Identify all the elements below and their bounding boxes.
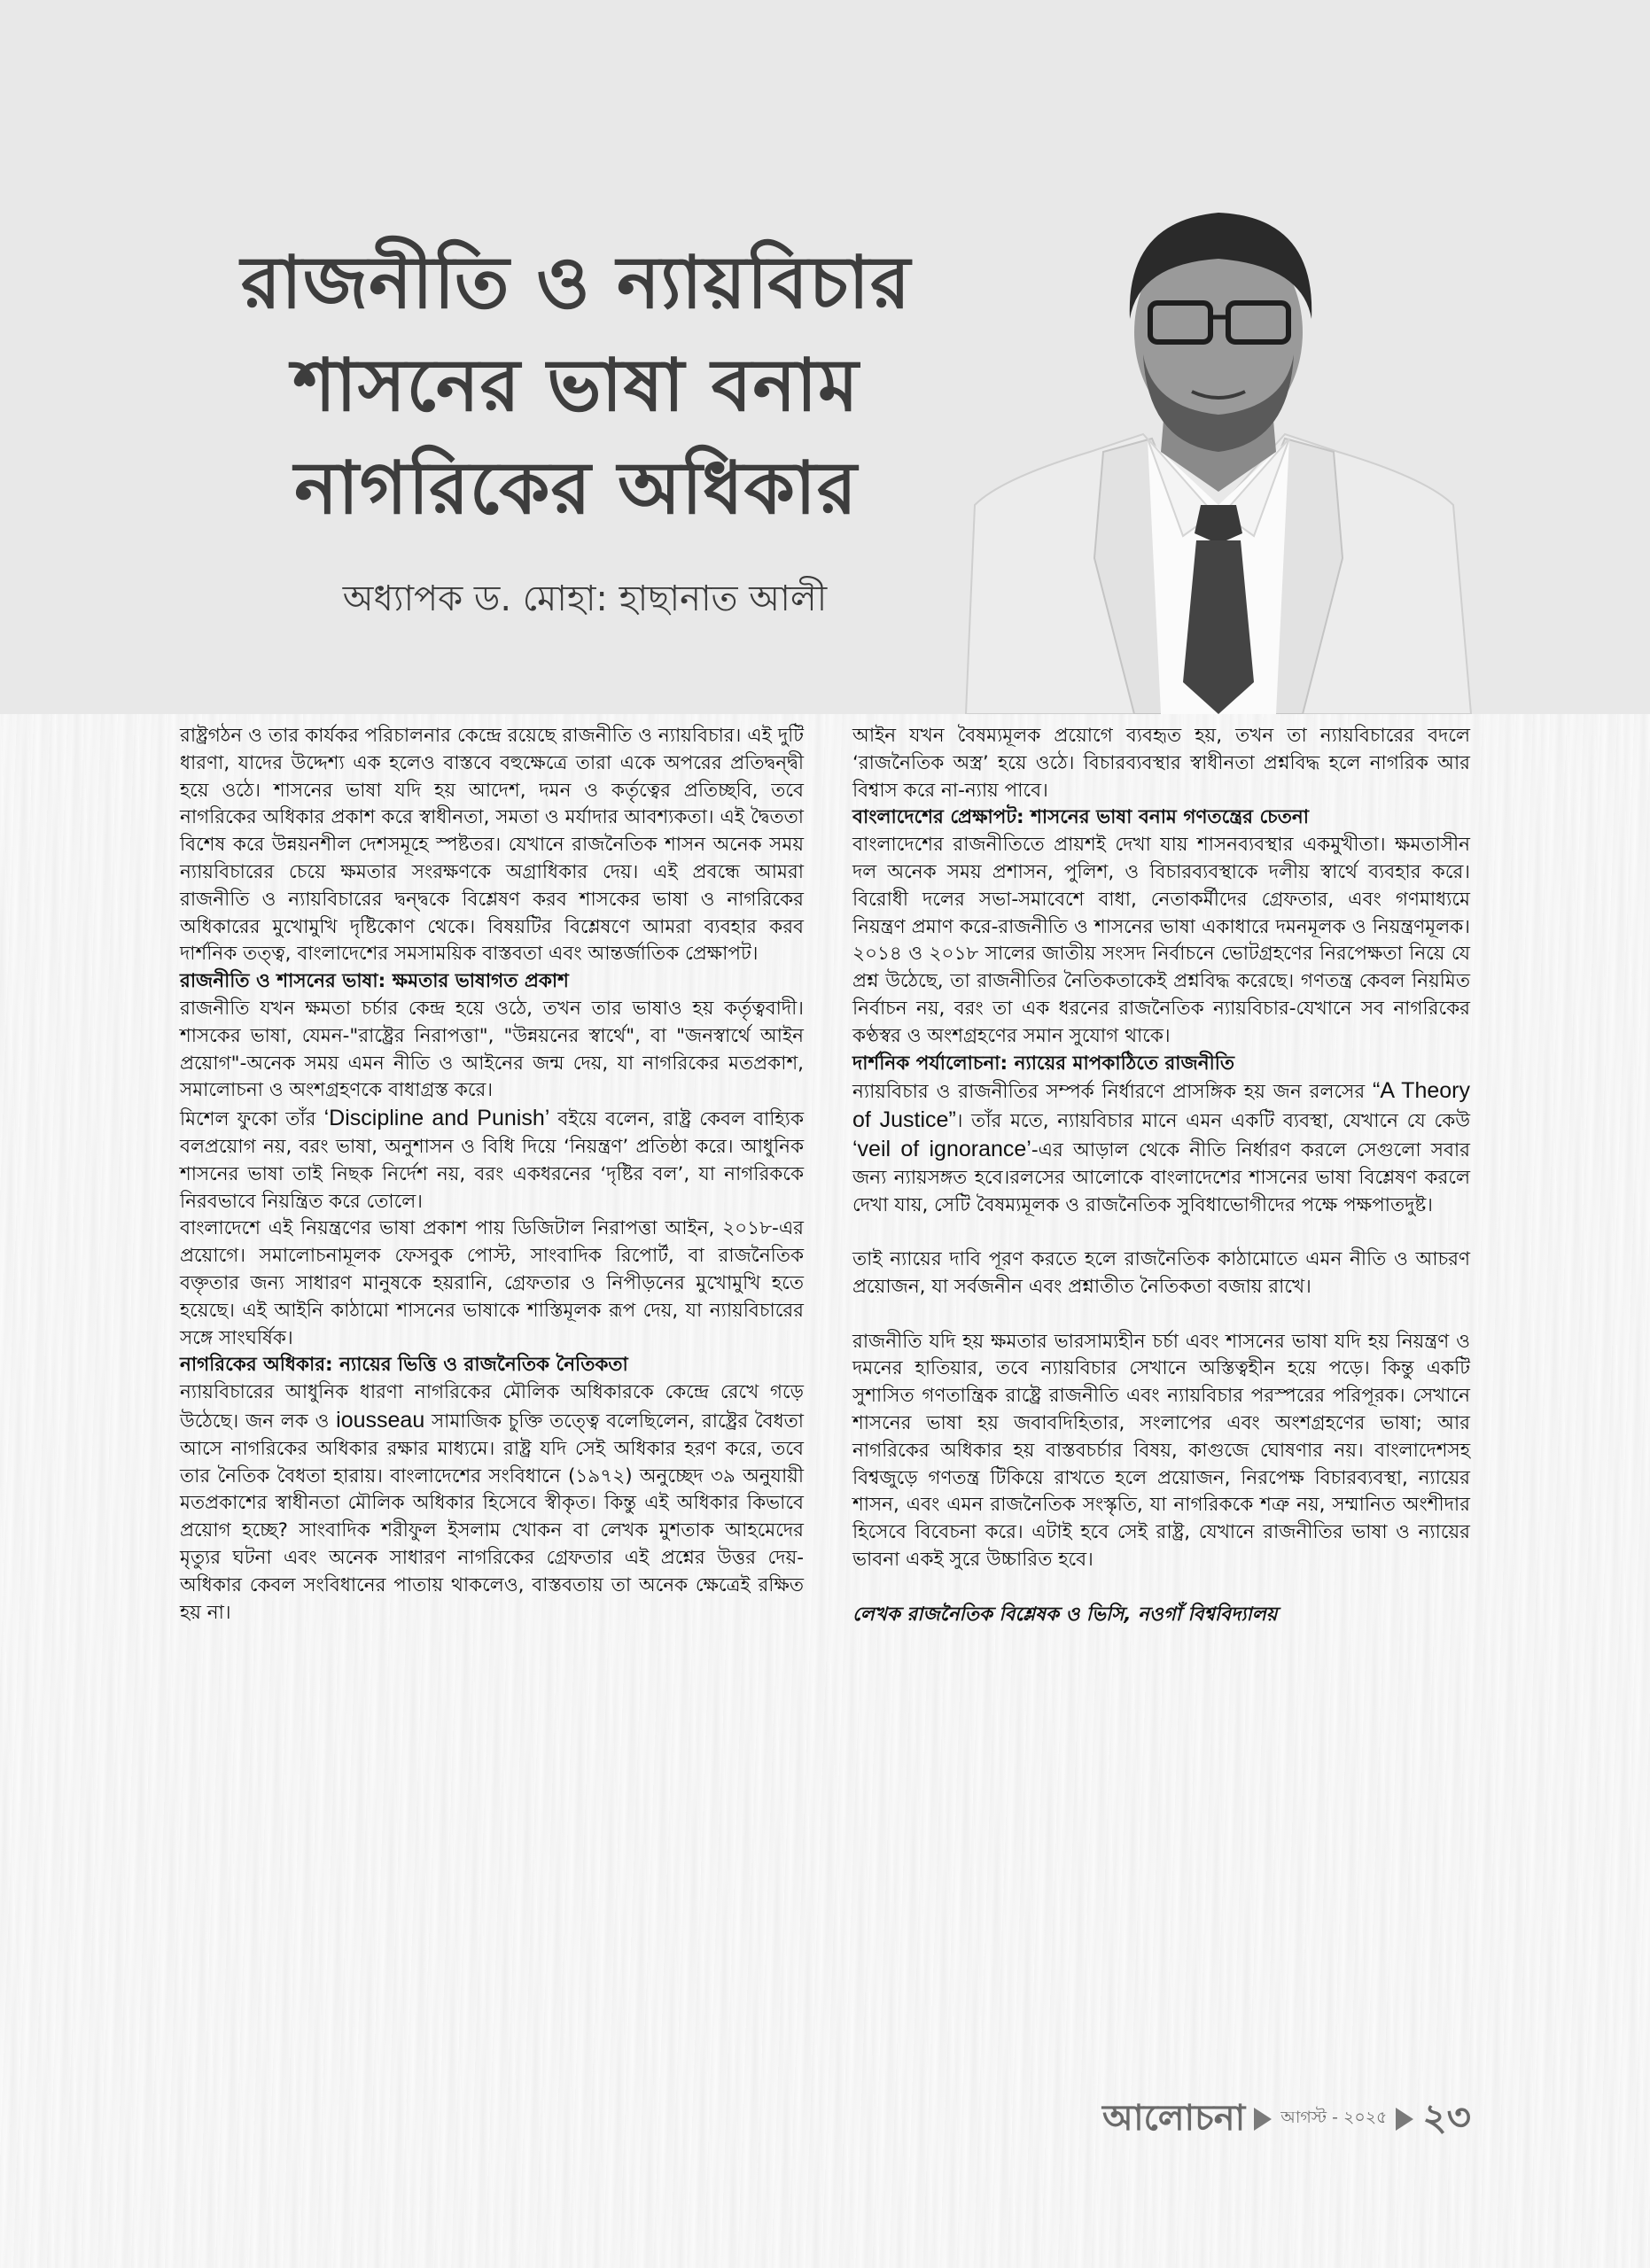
author-signature: লেখক রাজনৈতিক বিশ্লেষক ও ভিসি, নওগাঁ বিশ্ববিদ্যালয় (852, 1603, 1278, 1626)
triangle-right-icon (1396, 2108, 1413, 2131)
title-line-1: রাজনীতি ও ন্যায়বিচার (240, 241, 912, 325)
left-column (180, 723, 804, 1627)
text-run: ন্যায়বিচার ও রাজনীতির সম্পর্ক নির্ধারণে প্রাসঙ্গিক হয় জন রলসের (852, 1081, 1374, 1104)
paragraph: রাজনীতি যখন ক্ষমতা চর্চার কেন্দ্র হয়ে ওঠে, তখন তার ভাষাও হয় কর্তৃত্ববাদী। শাসকের ভাষা, যেমন-"রাষ্ট্রের নিরাপত্তা", "উন্নয়নের স্বার্থে", বা "জনস্বার্থে আইন প্রয়োগ"-অনেক সময় এমন নীতি ও আইনের জন্ম দেয়, যা নাগরিকের মতপ্রকাশ, সমালোচনা ও অংশগ্রহণকে বাধাগ্রস্ত করে। (180, 997, 804, 1102)
article-title (177, 232, 975, 540)
issue-date: আগস্ট - ২০২৫ (1280, 2108, 1388, 2127)
intro-paragraph: রাষ্ট্রগঠন ও তার কার্যকর পরিচালনার কেন্দ্রে রয়েছে রাজনীতি ও ন্যায়বিচার। এই দুটি ধারণা, যাদের উদ্দেশ্য এক হলেও বাস্তবে বহুক্ষেত্রে তারা একে অপরের প্রতিদ্বন্দ্বী হয়ে ওঠে। শাসনের ভাষা যদি হয় আদেশ, দমন ও কর্তৃত্বের প্রতিচ্ছবি, তবে নাগরিকের অধিকার প্রকাশ করে স্বাধীনতা, সমতা ও মর্যাদার আবশ্যকতা। এই দ্বৈততা বিশেষ করে উন্নয়নশীল দেশসমূহে স্পষ্টতর। যেখানে রাজনৈতিক শাসন অনেক সময় ন্যায়বিচারের চেয়ে ক্ষমতার সংরক্ষণকে অগ্রাধিকার দেয়। এই প্রবন্ধে আমরা রাজনীতি ও ন্যায়বিচারের দ্বন্দ্বকে বিশ্লেষণ করব শাসকের ভাষা ও নাগরিকের অধিকারের মুখোমুখি দৃষ্টিকোণ থেকে। বিষয়টির বিশ্লেষণে আমরা ব্যবহার করব দার্শনিক তত্ত্ব, বাংলাদেশের সমসাময়িক বাস্তবতা এবং আন্তর্জাতিক প্রেক্ষাপট। (180, 725, 804, 966)
paragraph-gap (852, 1301, 1470, 1329)
author-portrait (948, 186, 1489, 714)
section-heading-bangladesh-context: বাংলাদেশের প্রেক্ষাপট: শাসনের ভাষা বনাম গণতন্ত্রের চেতনা (852, 806, 1309, 829)
paragraph-gap (852, 1574, 1470, 1602)
text-run: বইয়ে বলেন, রাষ্ট্র কেবল বাহ্যিক বলপ্রয়োগ নয়, বরং ভাষা, অনুশাসন ও বিধি দিয়ে ‘নিয়ন্ত্রণ’ প্রতিষ্ঠা করে। আধুনিক শাসনের ভাষা তাই নিছক নির্দেশ নয়, বরং একধরনের ‘দৃষ্টির বল’, যা নাগরিককে নিরবভাবে নিয়ন্ত্রিত করে তোলে। (180, 1108, 805, 1213)
article-header (0, 0, 1650, 714)
text-run: সামাজিক চুক্তি তত্ত্বে বলেছিলেন, রাষ্ট্রের বৈধতা আসে নাগরিকের অধিকার রক্ষার মাধ্যমে। রাষ্ট্র যদি সেই অধিকার হরণ করে, তবে তার নৈতিক বৈধতা হারায়। বাংলাদেশের সংবিধানে (১৯৭২) অনুচ্ছেদ ৩৯ অনুযায়ী মতপ্রকাশের স্বাধীনতা মৌলিক অধিকার হিসেবে স্বীকৃত। কিন্তু এই অধিকার কিভাবে প্রয়োগ হচ্ছে? সাংবাদিক শরীফুল ইসলাম খোকন বা লেখক মুশতাক আহমেদের মৃত্যুর ঘটনা এবং অনেক সাধারণ নাগরিকের গ্রেফতার এই প্রশ্নের উত্তর দেয়-অধিকার কেবল সংবিধানের পাতায় থাকলেও, বাস্তবতায় তা অনেক ক্ষেত্রেই রক্ষিত হয় না। (180, 1410, 804, 1624)
page-number: ২৩ (1422, 2094, 1471, 2139)
title-line-3: নাগরিকের অধিকার (294, 447, 858, 531)
text-run: -এর আড়াল থেকে নীতি নির্ধারণ করলে সেগুলো সবার জন্য ন্যায়সঙ্গত হবে।রলসের আলোকে বাংলাদেশের শাসনের ভাষা বিশ্লেষণ করলে দেখা যায়, সেটি বৈষম্যমূলক ও রাজনৈতিক সুবিধাভোগীদের পক্ষে পক্ষপাতদুষ্ট। (852, 1138, 1470, 1216)
text-run: । তাঁর মতে, ন্যায়বিচার মানে এমন একটি ব্যবস্থা, যেখানে যে কেউ (955, 1110, 1470, 1133)
page-footer (1099, 2093, 1471, 2146)
triangle-right-icon (1254, 2108, 1272, 2131)
right-column (852, 723, 1470, 1628)
term-veil-of-ignorance: ‘veil of ignorance’ (852, 1136, 1031, 1161)
paragraph-rawls (852, 1077, 1470, 1219)
paragraph-conclusion: রাজনীতি যদি হয় ক্ষমতার ভারসাম্যহীন চর্চা এবং শাসনের ভাষা যদি হয় নিয়ন্ত্রণ ও দমনের হাতিয়ার, তবে ন্যায়বিচার সেখানে অস্তিত্বহীন হয়ে পড়ে। কিন্তু একটি সুশাসিত গণতান্ত্রিক রাষ্ট্রে রাজনীতি এবং ন্যায়বিচার পরস্পরের পরিপূরক। সেখানে শাসনের ভাষা হয় জবাবদিহিতার, সংলাপের এবং অংশগ্রহণের ভাষা; আর নাগরিকের অধিকার হয় বাস্তবচর্চার বিষয়, কাগুজে ঘোষণার নয়। বাংলাদেশসহ বিশ্বজুড়ে গণতন্ত্র টিকিয়ে রাখতে হলে প্রয়োজন, নিরপেক্ষ বিচারব্যবস্থা, ন্যায়ের শাসন, এবং এমন রাজনৈতিক সংস্কৃতি, যা নাগরিককে শত্রু নয়, সম্মানিত অংশীদার হিসেবে বিবেচনা করে। এটাই হবে সেই রাষ্ট্র, যেখানে রাজনীতির ভাষা ও ন্যায়ের ভাবনা একই সুরে উচ্চারিত হবে। (852, 1330, 1470, 1571)
book-title-theory-of-justice: “A Theory of Justice” (852, 1078, 1470, 1133)
author-byline: অধ্যাপক ড. মোহা: হাছানাত আলী (342, 579, 828, 619)
paragraph-foucault (180, 1105, 804, 1216)
paragraph-digital-security-act: বাংলাদেশে এই নিয়ন্ত্রণের ভাষা প্রকাশ পায় ডিজিটাল নিরাপত্তা আইন, ২০১৮-এর প্রয়োগে। সমালোচনামূলক ফেসবুক পোস্ট, সাংবাদিক রিপোর্ট, বা রাজনৈতিক বক্তৃতার জন্য সাধারণ মানুষকে হয়রানি, গ্রেফতার ও নিপীড়নের মুখোমুখি হতে হয়েছে। এই আইনি কাঠামো শাসনের ভাষাকে শাস্তিমূলক রূপ দেয়, যা ন্যায়বিচারের সঙ্গে সাংঘর্ষিক। (180, 1217, 804, 1349)
text-run: মিশেল ফুকো তাঁর (180, 1108, 324, 1131)
text-run: ন্যায়বিচারের আধুনিক ধারণা নাগরিকের মৌলিক অধিকারকে কেন্দ্রে রেখে গড়ে উঠেছে। জন লক ও (180, 1381, 804, 1433)
paragraph-bangladesh: বাংলাদেশের রাজনীতিতে প্রায়শই দেখা যায় শাসনব্যবস্থার একমুখীতা। ক্ষমতাসীন দল অনেক সময় প্রশাসন, পুলিশ, ও বিচারব্যবস্থাকে দলীয় স্বার্থে ব্যবহার করে। বিরোধী দলের সভা-সমাবেশে বাধা, নেতাকর্মীদের গ্রেফতার, এবং গণমাধ্যমে নিয়ন্ত্রণ প্রমাণ করে-রাজনীতি ও শাসনের ভাষা একাধারে দমনমূলক ও নিয়ন্ত্রণমূলক। ২০১৪ ও ২০১৮ সালের জাতীয় সংসদ নির্বাচনে ভোটগ্রহণের নিরপেক্ষতা নিয়ে যে প্রশ্ন উঠেছে, তা রাজনীতির নৈতিকতাকেই প্রশ্নবিদ্ধ করেছে। গণতন্ত্র কেবল নিয়মিত নির্বাচন নয়, বরং তা এক ধরনের রাজনৈতিক ন্যায়বিচার-যেখানে সব নাগরিকের কণ্ঠস্বর ও অংশগ্রহণের সমান সুযোগ থাকে। (852, 834, 1470, 1047)
section-heading-language-of-power: রাজনীতি ও শাসনের ভাষা: ক্ষমতার ভাষাগত প্রকাশ (180, 970, 569, 993)
paragraph-continued: আইন যখন বৈষম্যমূলক প্রয়োগে ব্যবহৃত হয়, তখন তা ন্যায়বিচারের বদলে ‘রাজনৈতিক অস্ত্র’ হয়ে ওঠে। বিচারব্যবস্থার স্বাধীনতা প্রশ্নবিদ্ধ হলে নাগরিক আর বিশ্বাস করে না-ন্যায় পাবে। (852, 725, 1470, 802)
section-heading-citizen-rights: নাগরিকের অধিকার: ন্যায়ের ভিত্তি ও রাজনৈতিক নৈতিকতা (180, 1354, 628, 1377)
magazine-name: আলোচনা (1101, 2096, 1246, 2139)
paragraph-social-contract (180, 1379, 804, 1627)
paragraph-justice-demand: তাই ন্যায়ের দাবি পূরণ করতে হলে রাজনৈতিক কাঠামোতে এমন নীতি ও আচরণ প্রয়োজন, যা সর্বজনীন এবং প্রশ্নাতীত নৈতিকতা বজায় রাখে। (852, 1248, 1470, 1298)
paragraph-gap (852, 1219, 1470, 1247)
portrait-image (948, 186, 1489, 714)
section-heading-philosophical-review: দার্শনিক পর্যালোচনা: ন্যায়ের মাপকাঠিতে রাজনীতি (852, 1052, 1235, 1075)
title-line-2: শাসনের ভাষা বনাম (292, 344, 860, 428)
latin-name-rousseau: iousseau (336, 1407, 425, 1433)
book-title-discipline-and-punish: ‘Discipline and Punish’ (323, 1106, 550, 1131)
